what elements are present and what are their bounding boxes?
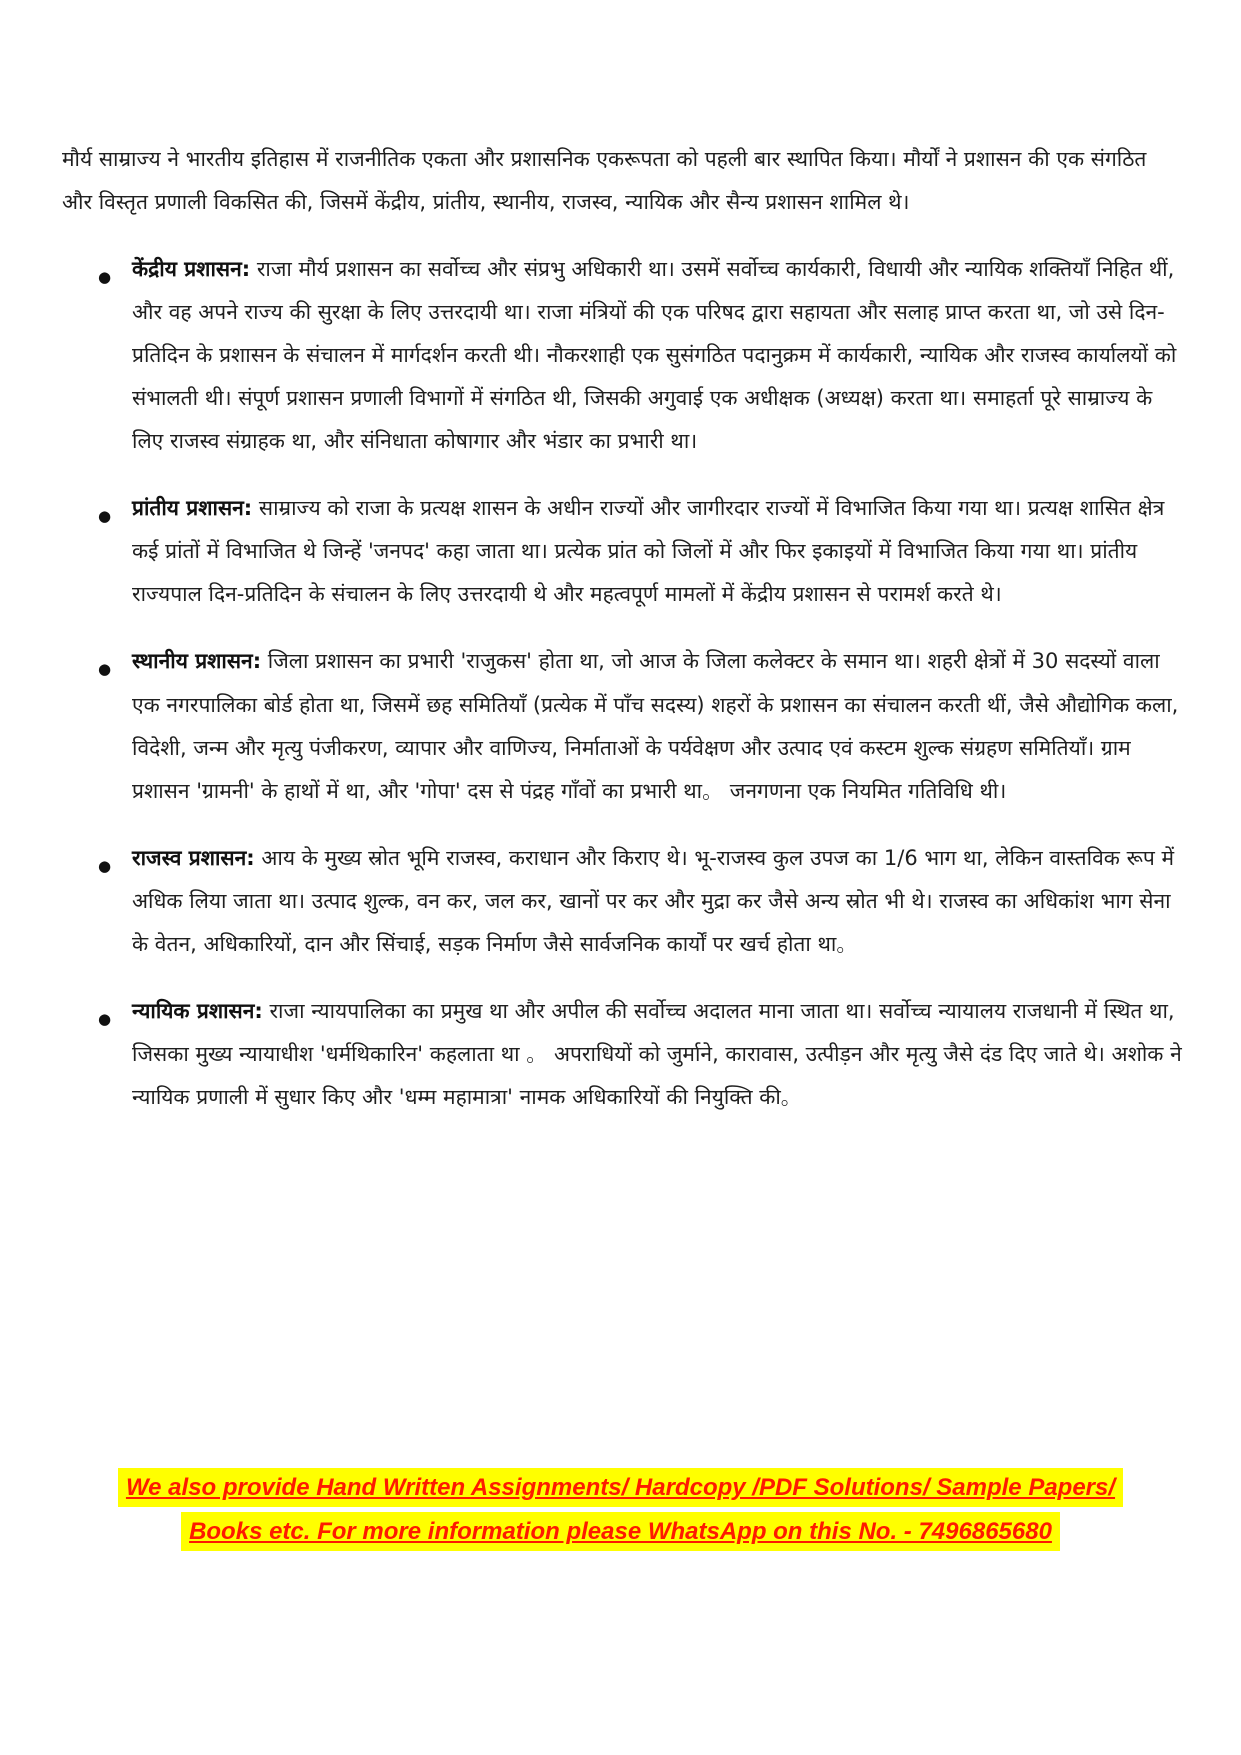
bullet-dot-icon: ● <box>98 1009 112 1028</box>
footer-text-1: We also provide Hand Written Assignments/ Hardcopy /PDF Solutions/ Sample Papers/ <box>118 1468 1123 1507</box>
bullet-label: स्थानीय प्रशासन: <box>132 649 262 674</box>
bullet-dot-icon: ● <box>98 268 112 287</box>
bullet-text: आय के मुख्य स्रोत भूमि राजस्व, कराधान और किराए थे। भू-राजस्व कुल उपज का 1/6 भाग था, लेकिन वास्तविक रूप में अधिक लिया जाता था। उत्पाद शुल्क, वन कर, जल कर, खानों पर कर और मुद्रा कर जैसे अन्य स्रोत भी थे। राजस्व का अधिकांश भाग सेना के वेतन, अधिकारियों, दान और सिंचाई, सड़क निर्माण जैसे सार्वजनिक कार्यों पर खर्च होता था。 <box>132 845 1175 956</box>
bullet-label: राजस्व प्रशासन: <box>132 845 255 870</box>
intro-paragraph: मौर्य साम्राज्य ने भारतीय इतिहास में राजनीतिक एकता और प्रशासनिक एकरूपता को पहली बार स्थापित किया। मौर्यों ने प्रशासन की एक संगठित और विस्तृत प्रणाली विकसित की, जिसमें केंद्रीय, प्रांतीय, स्थानीय, राजस्व, न्यायिक और सैन्य प्रशासन शामिल थे। <box>62 147 1147 215</box>
bullet-item-revenue-admin <box>98 837 1183 966</box>
bullet-text: जिला प्रशासन का प्रभारी 'राजुकस' होता था, जो आज के जिला कलेक्टर के समान था। शहरी क्षेत्रों में 30 सदस्यों वाला एक नगरपालिका बोर्ड होता था, जिसमें छह समितियाँ (प्रत्येक में पाँच सदस्य) शहरों के प्रशासन का संचालन करती थीं, जैसे औद्योगिक कला, विदेशी, जन्म और मृत्यु पंजीकरण, व्यापार और वाणिज्य, निर्माताओं के पर्यवेक्षण और उत्पाद एवं कस्टम शुल्क संग्रहण समितियाँ। ग्राम प्रशासन 'ग्रामनी' के हाथों में था, और 'गोपा' दस से पंद्रह गाँवों का प्रभारी था。 जनगणना एक नियमित गतिविधि थी। <box>132 649 1179 803</box>
bullet-item-judicial-admin <box>98 990 1183 1119</box>
bullet-text: साम्राज्य को राजा के प्रत्यक्ष शासन के अधीन राज्यों और जागीरदार राज्यों में विभाजित किया गया था। प्रत्यक्ष शासित क्षेत्र कई प्रांतों में विभाजित थे जिन्हें 'जनपद' कहा जाता था। प्रत्येक प्रांत को जिलों में और फिर इकाइयों में विभाजित किया गया था। प्रांतीय राज्यपाल दिन-प्रतिदिन के संचालन के लिए उत्तरदायी थे और महत्वपूर्ण मामलों में केंद्रीय प्रशासन से परामर्श करते थे। <box>132 496 1165 607</box>
bullet-dot-icon: ● <box>98 507 112 526</box>
bullet-text: राजा मौर्य प्रशासन का सर्वोच्च और संप्रभु अधिकारी था। उसमें सर्वोच्च कार्यकारी, विधायी और न्यायिक शक्तियाँ निहित थीं, और वह अपने राज्य की सुरक्षा के लिए उत्तरदायी था। राजा मंत्रियों की एक परिषद द्वारा सहायता और सलाह प्राप्त करता था, जो उसे दिन-प्रतिदिन के प्रशासन के संचालन में मार्गदर्शन करती थी। नौकरशाही एक सुसंगठित पदानुक्रम में कार्यकारी, न्यायिक और राजस्व कार्यालयों को संभालती थी। संपूर्ण प्रशासन प्रणाली विभागों में संगठित थी, जिसकी अगुवाई एक अधीक्षक (अध्यक्ष) करता था। समाहर्ता पूरे साम्राज्य के लिए राजस्व संग्राहक था, और संनिधाता कोषागार और भंडार का प्रभारी था। <box>132 257 1177 454</box>
bullet-item-provincial-admin <box>98 487 1183 616</box>
bullet-dot-icon: ● <box>98 660 112 679</box>
bullet-label: न्यायिक प्रशासन: <box>132 998 263 1023</box>
footer-line-2 <box>0 1512 1241 1551</box>
bullet-dot-icon: ● <box>98 856 112 875</box>
bullet-label: प्रांतीय प्रशासन: <box>132 496 253 521</box>
bullet-text: राजा न्यायपालिका का प्रमुख था और अपील की सर्वोच्च अदालत माना जाता था। सर्वोच्च न्यायालय राजधानी में स्थित था, जिसका मुख्य न्यायाधीश 'धर्मथिकारिन' कहलाता था 。 अपराधियों को जुर्माने, कारावास, उत्पीड़न और मृत्यु जैसे दंड दिए जाते थे। अशोक ने न्यायिक प्रणाली में सुधार किए और 'धम्म महामात्रा' नामक अधिकारियों की नियुक्ति की。 <box>132 998 1182 1109</box>
footer-banner <box>0 1468 1241 1556</box>
bullet-label: केंद्रीय प्रशासन: <box>132 257 251 282</box>
bullet-item-central-admin <box>98 248 1183 463</box>
footer-line-1 <box>0 1468 1241 1507</box>
bullet-item-local-admin <box>98 640 1183 812</box>
footer-text-2: Books etc. For more information please WhatsApp on this No. - 7496865680 <box>181 1512 1060 1551</box>
bullet-list <box>62 248 1183 1119</box>
